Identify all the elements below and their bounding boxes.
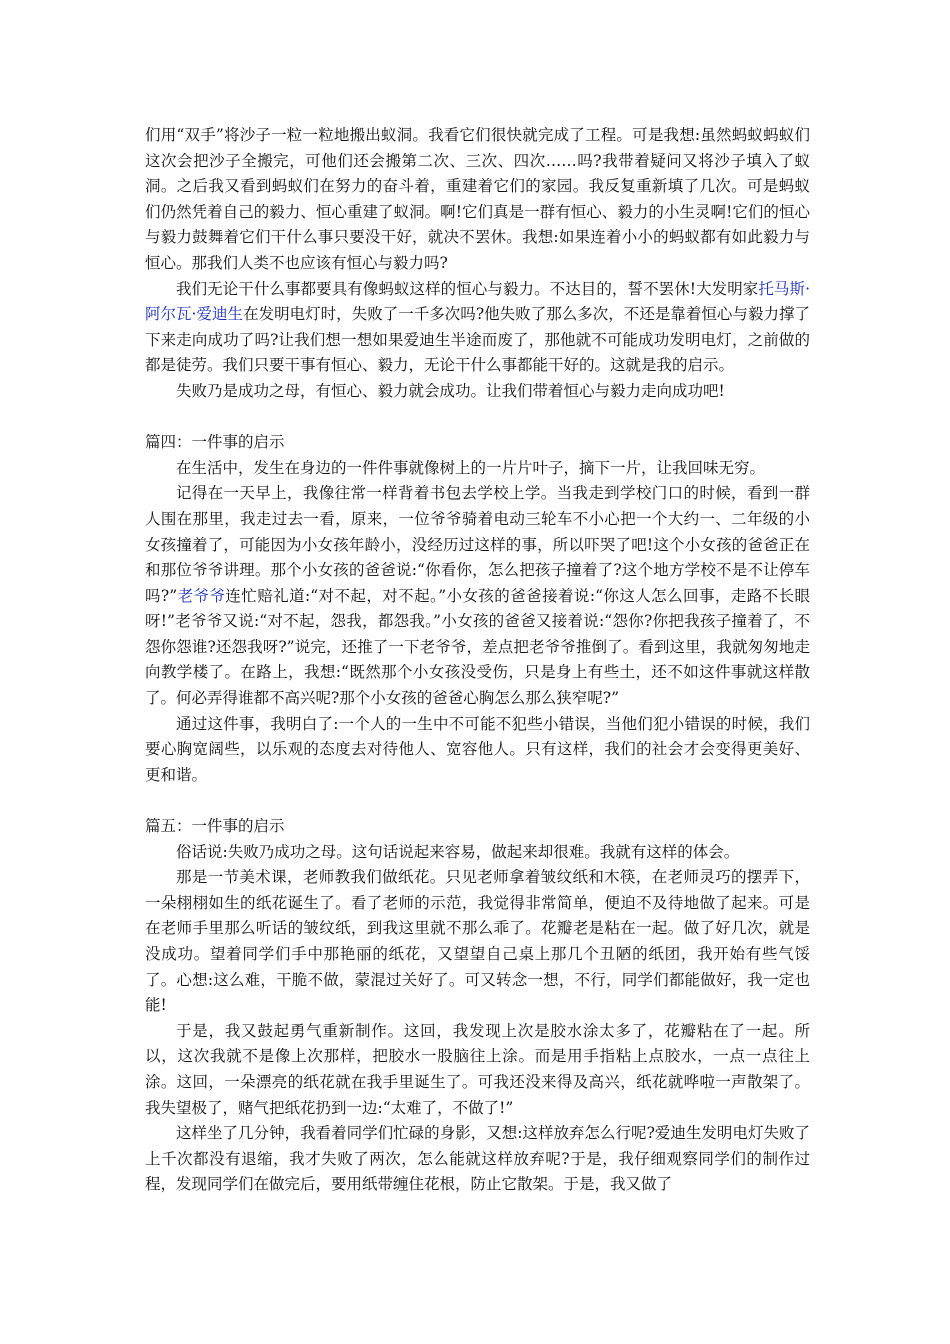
paragraph: 于是，我又鼓起勇气重新制作。这回，我发现上次是胶水涂太多了，花瓣粘在了一起。所以，这次我就不是像上次那样，把胶水一股脑往上涂。而是用手指粘上点胶水，一点一点往上涂。这回，一朵漂亮的纸花就在我手里诞生了。可我还没来得及高兴，纸花就哗啦一声散架了。我失望极了，赌气把纸花扔到一边:“太难了，不做了!” [145,1021,810,1117]
paragraph: 在生活中，发生在身边的一件件事就像树上的一片片叶子，摘下一片，让我回味无穷。 [176,458,766,477]
spacer [145,788,810,814]
edison-link[interactable]: 托马斯·阿尔瓦·爱迪生 [145,279,810,324]
section-heading: 篇四：一件事的启示 [145,433,285,452]
text-run: 连忙赔礼道:“对不起，对不起。”小女孩的爸爸接着说:“你这人怎么回事，走路不长眼呀!”老爷爷又说:“对不起，怨我，都怨我。”小女孩的爸爸又接着说:“怨你?你把我孩子撞着了，不怨你怨谁?还怨我呀?”说完，还推了一下老爷爷，差点把老爷爷推倒了。看到这里，我就匆匆地走向教学楼了。在路上，我想:“既然那个小女孩没受伤，只是身上有些土，还不如这件事就这样散了。何必弄得谁都不高兴呢?那个小女孩的爸爸心胸怎么那么狭窄呢?” [145,586,810,708]
document-page [145,123,810,1198]
paragraph [145,481,810,711]
paragraph: 这样坐了几分钟，我看着同学们忙碌的身影，又想:这样放弃怎么行呢?爱迪生发明电灯失败了上千次都没有退缩，我才失败了两次，怎么能就这样放弃呢?于是，我仔细观察同学们的制作过程，发现同学们在做完后，要用纸带缠住花根，防止它散架。于是，我又做了 [145,1124,810,1194]
text-run: 记得在一天早上，我像往常一样背着书包去学校上学。当我走到学校门口的时候，看到一群人围在那里，我走过去一看，原来，一位爷爷骑着电动三轮车不小心把一个大约一、二年级的小女孩撞着了，可能因为小女孩年龄小，没经历过这样的事，所以吓哭了吧!这个小女孩的爸爸正在和那位爷爷讲理。那个小女孩的爸爸说:“你看你，怎么把孩子撞着了?这个地方学校不是不让停车吗?” [145,484,810,605]
spacer [145,405,810,431]
text-run: 我们无论干什么事都要具有像蚂蚁这样的恒心与毅力。不达目的，誓不罢休!大发明家 [176,279,759,298]
paragraph: 那是一节美术课，老师教我们做纸花。只见老师拿着皱纹纸和木筷，在老师灵巧的摆弄下，一朵栩栩如生的纸花诞生了。看了老师的示范，我觉得非常简单，便迫不及待地做了起来。可是在老师手里那么听话的皱纹纸，到我这里就不那么乖了。花瓣老是粘在一起。做了好几次，就是没成功。望着同学们手中那艳丽的纸花，又望望自己桌上那几个丑陋的纸团，我开始有些气馁了。心想:这么难，干脆不做，蒙混过关好了。可又转念一想，不行，同学们都能做好，我一定也能! [145,868,810,1015]
paragraph: 们用“双手”将沙子一粒一粒地搬出蚁洞。我看它们很快就完成了工程。可是我想:虽然蚂蚁蚂蚁们这次会把沙子全搬完，可他们还会搬第二次、三次、四次……吗?我带着疑问又将沙子填入了蚁洞。之后我又看到蚂蚁们在努力的奋斗着，重建着它们的家园。我反复重新填了几次。可是蚂蚁们仍然凭着自己的毅力、恒心重建了蚁洞。啊!它们真是一群有恒心、毅力的小生灵啊!它们的恒心与毅力鼓舞着它们干什么事只要没干好，就决不罢休。我想:如果连着小小的蚂蚁都有如此毅力与恒心。那我们人类不也应该有恒心与毅力吗? [145,126,810,272]
paragraph: 通过这件事，我明白了:一个人的一生中不可能不犯些小错误，当他们犯小错误的时候，我们要心胸宽阔些，以乐观的态度去对待他人、宽容他人。只有这样，我们的社会才会变得更美好、更和谐。 [145,714,810,784]
paragraph: 俗话说:失败乃成功之母。这句话说起来容易，做起来却很难。我就有这样的体会。 [176,842,740,861]
section-heading: 篇五：一件事的启示 [145,817,285,836]
paragraph [145,277,810,379]
paragraph: 失败乃是成功之母，有恒心、毅力就会成功。让我们带着恒心与毅力走向成功吧! [176,381,725,400]
grandpa-link[interactable]: 老爷爷 [177,586,226,605]
text-run: 在发明电灯时，失败了一千多次吗?他失败了那么多次，不还是靠着恒心与毅力撑了下来走向成功了吗?让我们想一想如果爱迪生半途而废了，那他就不可能成功发明电灯，之前做的都是徒劳。我们只要干事有恒心、毅力，无论干什么事都能干好的。这就是我的启示。 [145,305,810,375]
